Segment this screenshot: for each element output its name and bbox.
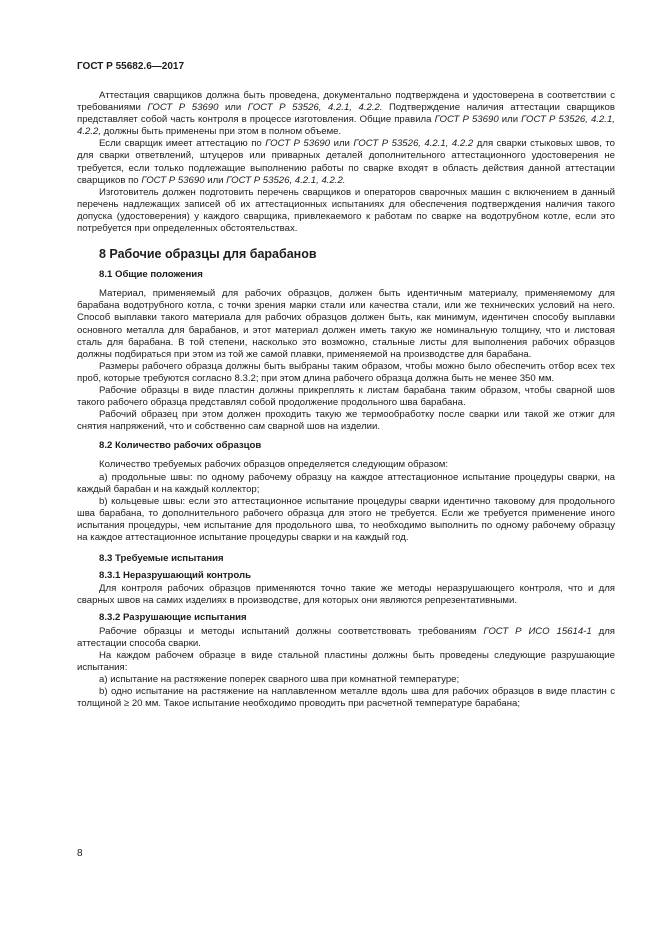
list-item: a) испытание на растяжение поперек сварного шва при комнатной температуре;: [99, 673, 460, 685]
standard-reference: ГОСТ Р 53690: [434, 114, 499, 126]
paragraph: Рабочий образец при этом должен проходить такую же термообработку после сварки или такой же отжиг для снятия напряжений, что и собственно сам сварной шов на изделии.: [77, 409, 615, 433]
paragraph: Материал, применяемый для рабочих образцов, должен быть идентичным материалу, применяемому для барабана водотрубного котла, с точки зрения марки стали или качества стали, или же технических условий на него. Способ выплавки такого материала для рабочих образцов должен быть, как минимум, идентичен способу выплавки основного металла для барабанов, и этот материал должен иметь такую же номинальную толщину, что и листовая сталь для барабана. В той степени, насколько это возможно, стальные листы для выполнения рабочих образцов должны подбираться при этом из той же самой плавки, применяемой на производстве для барабана.: [77, 288, 615, 360]
paragraph: Аттестация сварщиков должна быть проведена, документально подтверждена и удостоверена в соответствии с требованиями ГОСТ Р 53690 или ГОСТ Р 53526, 4.2.1, 4.2.2. Подтверждение наличия аттестации сварщиков представляет собой часть контроля в процессе изготовления. Общие правила ГОСТ Р 53690 или ГОСТ Р 53526, 4.2.1, 4.2.2, должны быть применены при этом в полном объеме.: [77, 90, 615, 138]
running-header: ГОСТ Р 55682.6—2017: [77, 61, 185, 72]
paragraph: Для контроля рабочих образцов применяются точно такие же методы неразрушающего контроля, что и для сварных швов на самих изделиях в производстве, для которых они являются репрезентативными.: [77, 583, 615, 607]
standard-reference: ГОСТ Р 53690: [147, 102, 219, 114]
standard-reference: ГОСТ Р 53690: [141, 174, 205, 186]
standard-reference: ГОСТ Р ИСО 15614-1: [483, 625, 592, 637]
list-item: b) одно испытание на растяжение на наплавленном металле вдоль шва для рабочих образцов в виде пластин с толщиной ≥ 20 мм. Такое испытание необходимо проводить при расчетной температуре барабана;: [77, 686, 615, 710]
page-body: [77, 90, 615, 710]
subsection-heading: 8.1 Общие положения: [99, 269, 203, 281]
subsection-heading: 8.2 Количество рабочих образцов: [99, 440, 262, 452]
paragraph: На каждом рабочем образце в виде стальной пластины должны быть проведены следующие разрушающие испытания:: [77, 649, 615, 673]
list-item: b) кольцевые швы: если это аттестационное испытание процедуры сварки идентично таковому для продольного шва барабана, то дополнительного рабочего образца для этого не требуется. Если же требуется применение иного испытания процедуры, чем испытание для продольного шва, то необходимо выполнить по одному рабочему образцу на каждое аттестационное испытание процедуры сварки и на каждый год.: [77, 495, 615, 543]
subsubsection-heading: 8.3.1 Неразрушающий контроль: [99, 570, 252, 582]
standard-reference: ГОСТ Р 53526, 4.2.1, 4.2.2: [353, 138, 474, 150]
paragraph: Рабочие образцы и методы испытаний должны соответствовать требованиям ГОСТ Р ИСО 15614-1 для аттестации способа сварки.: [77, 625, 615, 649]
paragraph: Если сварщик имеет аттестацию по ГОСТ Р 53690 или ГОСТ Р 53526, 4.2.1, 4.2.2 для сварки стыковых швов, то для сварки ответвлений, штуцеров или приварных деталей дополнительного аттестационного удостоверения не требуется, если только подлежащие выполнению работы по сварке входят в область действия данной аттестации сварщиков по ГОСТ Р 53690 или ГОСТ Р 53526, 4.2.1, 4.2.2.: [77, 138, 616, 186]
standard-reference: ГОСТ Р 53526, 4.2.1, 4.2.2.: [226, 174, 346, 186]
standard-reference: ГОСТ Р 53690: [265, 138, 331, 150]
paragraph: Размеры рабочего образца должны быть выбраны таким образом, чтобы можно было обеспечить отбор всех тех проб, которые требуются согласно 8.3.2; при этом длина рабочего образца должна быть не менее 350 мм.: [77, 360, 615, 384]
page-number: 8: [77, 848, 83, 859]
list-item: a) продольные швы: по одному рабочему образцу на каждое аттестационное испытание процедуры сварки, на каждый барабан и на каждый коллектор;: [77, 471, 615, 495]
subsubsection-heading: 8.3.2 Разрушающие испытания: [99, 612, 247, 624]
standard-reference: ГОСТ Р 53526, 4.2.1, 4.2.2.: [247, 102, 383, 114]
subsection-heading: 8.3 Требуемые испытания: [99, 553, 224, 565]
standard-reference: ГОСТ Р 53526, 4.2.1, 4.2.2,: [77, 114, 615, 138]
paragraph: Количество требуемых рабочих образцов определяется следующим образом:: [99, 459, 449, 471]
section-heading: 8 Рабочие образцы для барабанов: [99, 247, 317, 262]
paragraph: Изготовитель должен подготовить перечень сварщиков и операторов сварочных машин с включением в данный перечень надлежащих записей об их аттестационных испытаниях для обеспечения подтверждения наличия такого допуска (удостоверения) у каждого сварщика, привлекаемого к работам по сварке на водотрубном котле, если это потребуется при определенных обстоятельствах.: [77, 186, 615, 235]
paragraph: Рабочие образцы в виде пластин должны прикреплять к листам барабана таким образом, чтобы сварной шов такого рабочего образца представлял собой продолжение продольного шва барабана.: [77, 384, 615, 409]
